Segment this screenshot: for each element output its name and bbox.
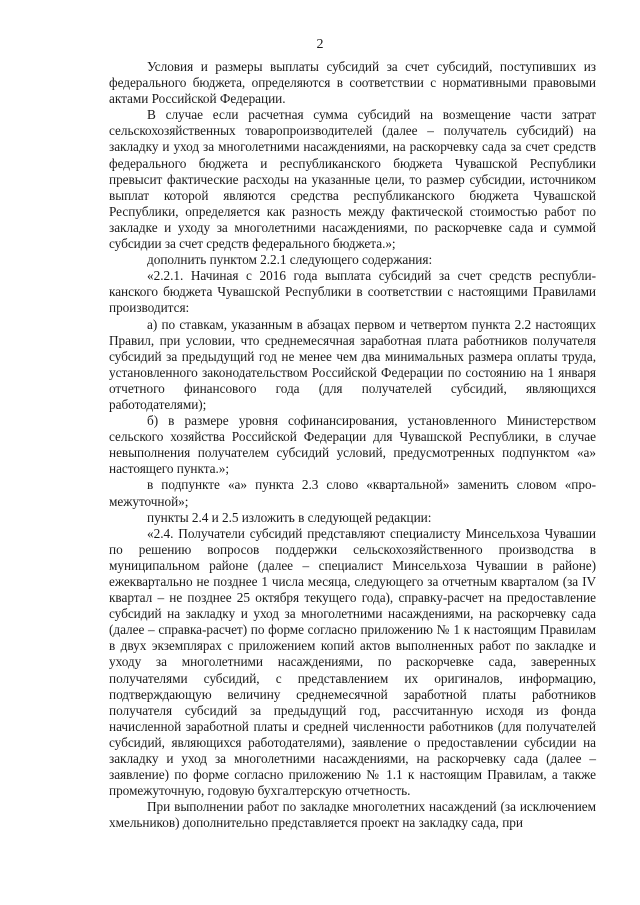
- paragraph-2-4-2-5-intro: пункты 2.4 и 2.5 изложить в следующей редакции:: [147, 509, 432, 525]
- paragraph-item-a: а) по ставкам, указанным в абзацах первом и четвертом пункта 2.2 настоящих Правил, при условии, что среднемесячная заработная плата работников получателя субсидий за предыдущий год не менее чем два минимальных размера оплаты труда, установленного законодательством Российской Федерации по состоянию на 1 января отчетного финансового года (для получателей субсидий, являющихся работодателями);: [109, 316, 596, 412]
- paragraph-item-b: б) в размере уровня софинансирования, установленного Министерством сельского хозяйства Российской Федерации для Чувашской Республики, в случае невыполнения получателем субсидий условий, предусмотренных подпунктом «а» настоящего пункта.»;: [109, 413, 596, 477]
- paragraph-planting-works: При выполнении работ по закладке многолетних насаждений (за исключением хмельников) дополнительно представляется проект на закладку сада, при: [109, 799, 596, 831]
- paragraph-subsidy-excess: В случае если расчетная сумма субсидий на возмещение части затрат сельскохозяйственных товаропроизводителей (далее – получатель субсидий) на закладку и уход за многолетними насаждениями, на раскорчевку сада за счет средств федерального бюджета и республиканского бюджета Чувашской Республики превысит фактические расходы на указанные цели, то размер субсидии, источником выплат которой являются средства республиканского бюджета Чувашской Республики, определяется как разность между фактической стоимостью работ по закладке и уходу за многолетними насаждениями, по раскорчевке сада и суммой субсидии за счет средств федерального бюджета.»;: [109, 107, 596, 252]
- paragraph-2-2-1: «2.2.1. Начиная с 2016 года выплата субсидий за счет средств республиканского бюджета Чувашской Республики в соответствии с настоящими Правилами производится:: [109, 268, 596, 316]
- paragraph-add-2-2-1: дополнить пунктом 2.2.1 следующего содержания:: [147, 252, 433, 268]
- paragraph-2-3-amendment: в подпункте «а» пункта 2.3 слово «квартальной» заменить словом «промежуточной»;: [109, 477, 596, 509]
- paragraph-2-4: «2.4. Получатели субсидий представляют специалисту Минсельхоза Чувашии по решению вопросов поддержки сельскохозяйственного производства в муниципальном районе (далее – специалист Минсельхоза Чувашии в районе) ежеквартально не позднее 1 числа месяца, следующего за отчетным кварталом (за IV квартал – не позднее 25 октября текущего года), справку-расчет на предоставление субсидий на закладку и уход за многолетними насаждениями, на раскорчевку сада (далее – справка-расчет) по форме согласно приложению № 1 к настоящим Правилам в двух экземплярах с приложением копий актов выполненных работ по закладке и уходу за многолетними насаждениями, по раскорчевке сада, заверенных получателями субсидий, с представлением их оригиналов, информацию, подтверждающую величину среднемесячной заработной платы работников получателя субсидий за предыдущий год, рассчитанную исходя из фонда начисленной заработной платы и средней численности работников (для получателей субсидий, являющихся работодателями), заявление о предоставлении субсидии на закладку и уход за многолетними насаждениями, на раскорчевку сада (далее – заявление) по форме согласно приложению № 1.1 к настоящим Правилам, а также промежуточную, годовую бухгалтерскую отчетность.: [109, 525, 596, 799]
- document-body: [109, 59, 596, 832]
- page-number: 2: [316, 37, 324, 52]
- paragraph-subsidy-conditions: Условия и размеры выплаты субсидий за счет субсидий, поступивших из федерального бюджета, определяются в соответствии с нормативными правовыми актами Российской Федерации.: [109, 59, 596, 107]
